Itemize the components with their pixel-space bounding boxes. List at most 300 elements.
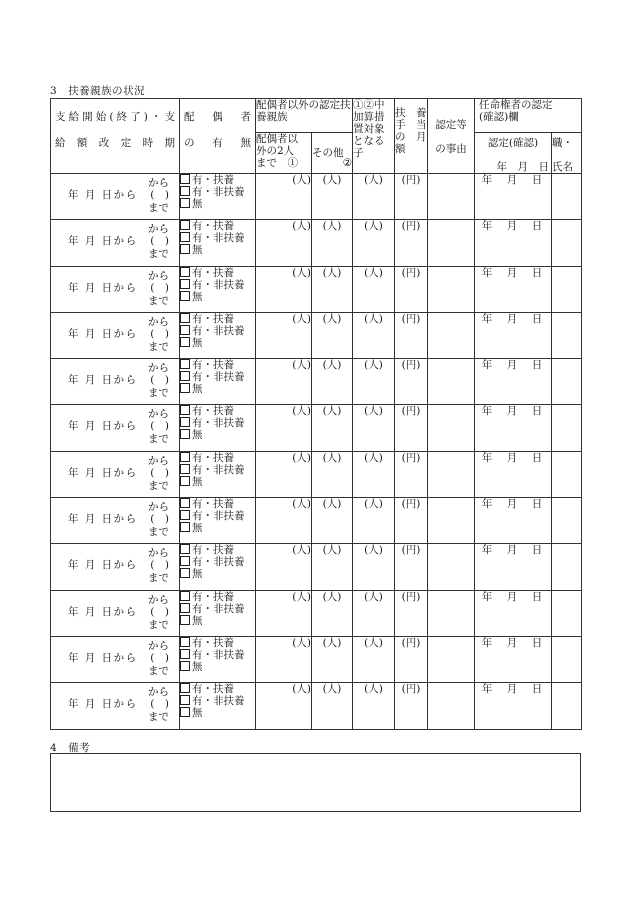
official-name-cell[interactable] xyxy=(552,590,582,636)
period-cell[interactable] xyxy=(51,498,180,544)
child-count-cell[interactable] xyxy=(353,544,395,590)
spouse-option-nondependent[interactable] xyxy=(180,371,255,383)
persons-unit: (人) xyxy=(322,451,342,464)
cert-date-cell[interactable] xyxy=(475,220,552,266)
checkbox[interactable] xyxy=(180,313,190,323)
cert-date-cell[interactable] xyxy=(475,451,552,497)
official-name-cell[interactable] xyxy=(552,636,582,682)
header-others-line1: その他 xyxy=(312,147,344,159)
persons-unit: (人) xyxy=(292,405,311,418)
spouse-option-label: 無 xyxy=(192,614,203,627)
other-two-count-cell[interactable] xyxy=(256,636,312,682)
spouse-option-label: 有・非扶養 xyxy=(192,232,245,245)
spouse-option-label: 無 xyxy=(192,707,203,720)
persons-unit: (人) xyxy=(364,590,383,603)
date-from-label: 年 月 日から xyxy=(68,235,138,248)
from-label: から xyxy=(148,501,169,514)
checkbox[interactable] xyxy=(180,405,190,415)
reason-cell[interactable] xyxy=(428,359,475,405)
persons-unit: (人) xyxy=(292,266,311,279)
dependent-row xyxy=(51,174,582,220)
spouse-option-none[interactable] xyxy=(180,244,255,256)
spouse-cell xyxy=(180,359,256,405)
period-cell[interactable] xyxy=(51,544,180,590)
cert-date-label: 年 月 日 xyxy=(481,359,545,372)
paren-label: ( ) xyxy=(150,235,169,248)
spouse-option-dependent[interactable] xyxy=(180,637,255,649)
cert-date-cell[interactable] xyxy=(475,590,552,636)
header-child-line3: 置対象 xyxy=(353,123,385,135)
paren-label: ( ) xyxy=(150,651,169,664)
persons-unit: (人) xyxy=(364,544,383,557)
child-count-cell[interactable] xyxy=(353,266,395,312)
others-count-cell[interactable] xyxy=(312,174,353,220)
official-name-cell[interactable] xyxy=(552,405,582,451)
spouse-option-label: 有・非扶養 xyxy=(192,695,245,708)
spouse-option-dependent[interactable] xyxy=(180,267,255,279)
spouse-option-none[interactable] xyxy=(180,661,255,673)
checkbox[interactable] xyxy=(180,279,190,289)
period-cell[interactable] xyxy=(51,683,180,729)
other-two-count-cell[interactable] xyxy=(256,451,312,497)
spouse-option-none[interactable] xyxy=(180,568,255,580)
child-count-cell[interactable] xyxy=(353,174,395,220)
cert-date-cell[interactable] xyxy=(475,498,552,544)
persons-unit: (人) xyxy=(322,220,342,233)
paren-label: ( ) xyxy=(150,189,169,201)
persons-unit: (人) xyxy=(322,498,342,511)
checkbox[interactable] xyxy=(180,603,190,613)
child-count-cell[interactable] xyxy=(353,683,395,729)
checkbox[interactable] xyxy=(180,220,190,230)
spouse-option-label: 有・非扶養 xyxy=(192,417,245,430)
persons-unit: (人) xyxy=(364,683,383,696)
spouse-option-nondependent[interactable] xyxy=(180,649,255,661)
header-child-line5: 子 xyxy=(353,147,364,159)
yen-unit: (円) xyxy=(401,636,421,649)
child-count-cell[interactable] xyxy=(353,451,395,497)
other-two-count-cell[interactable] xyxy=(256,359,312,405)
spouse-option-nondependent[interactable] xyxy=(180,464,255,476)
checkbox[interactable] xyxy=(180,325,190,335)
cert-date-cell[interactable] xyxy=(475,544,552,590)
header-authority-line2: (確認)欄 xyxy=(479,111,519,123)
checkbox[interactable] xyxy=(180,232,190,242)
spouse-cell xyxy=(180,451,256,497)
reason-cell[interactable] xyxy=(428,266,475,312)
others-count-cell[interactable] xyxy=(312,359,353,405)
dependent-row xyxy=(51,498,582,544)
spouse-option-label: 無 xyxy=(192,244,203,257)
until-label: まで xyxy=(148,202,169,214)
cert-date-label: 年 月 日 xyxy=(481,544,545,557)
spouse-option-dependent[interactable] xyxy=(180,174,255,186)
reason-cell[interactable] xyxy=(428,498,475,544)
spouse-option-label: 無 xyxy=(192,475,203,488)
yen-unit: (円) xyxy=(401,266,421,279)
spouse-option-nondependent[interactable] xyxy=(180,695,255,707)
yen-unit: (円) xyxy=(401,405,421,418)
spouse-cell xyxy=(180,590,256,636)
section-3-title: 3 扶養親族の状況 xyxy=(50,85,146,97)
reason-cell[interactable] xyxy=(428,220,475,266)
allowance-amount-cell[interactable] xyxy=(395,359,428,405)
dependent-row xyxy=(51,683,582,729)
persons-unit: (人) xyxy=(364,636,383,649)
header-allowance-line3: の 月 xyxy=(395,131,427,143)
cert-date-cell[interactable] xyxy=(475,683,552,729)
cert-date-label: 年 月 日 xyxy=(481,405,545,418)
checkbox[interactable] xyxy=(180,174,190,184)
reason-cell[interactable] xyxy=(428,544,475,590)
header-reason xyxy=(428,99,475,174)
others-count-cell[interactable] xyxy=(312,544,353,590)
cert-date-cell[interactable] xyxy=(475,174,552,220)
spouse-option-label: 有・非扶養 xyxy=(192,324,245,337)
cert-date-label: 年 月 日 xyxy=(481,174,545,186)
checkbox[interactable] xyxy=(180,661,190,671)
checkbox[interactable] xyxy=(180,383,190,393)
allowance-amount-cell[interactable] xyxy=(395,544,428,590)
allowance-amount-cell[interactable] xyxy=(395,312,428,358)
spouse-option-nondependent[interactable] xyxy=(180,279,255,291)
header-other-two-line2: 外の2人 xyxy=(256,145,295,157)
spouse-option-label: 無 xyxy=(192,429,203,442)
allowance-amount-cell[interactable] xyxy=(395,590,428,636)
cert-date-cell[interactable] xyxy=(475,405,552,451)
official-name-cell[interactable] xyxy=(552,220,582,266)
spouse-option-label: 無 xyxy=(192,336,203,349)
persons-unit: (人) xyxy=(322,359,342,372)
header-official-line1: 職・ xyxy=(552,137,573,149)
from-label: から xyxy=(148,593,169,606)
official-name-cell[interactable] xyxy=(552,174,582,220)
spouse-option-dependent[interactable] xyxy=(180,591,255,603)
official-name-cell[interactable] xyxy=(552,683,582,729)
child-count-cell[interactable] xyxy=(353,312,395,358)
persons-unit: (人) xyxy=(364,405,383,418)
other-two-count-cell[interactable] xyxy=(256,544,312,590)
cert-date-cell[interactable] xyxy=(475,359,552,405)
yen-unit: (円) xyxy=(401,590,421,603)
date-from-label: 年 月 日から xyxy=(68,651,138,664)
other-two-count-cell[interactable] xyxy=(256,498,312,544)
allowance-amount-cell[interactable] xyxy=(395,498,428,544)
header-child-line4: となる xyxy=(353,135,385,147)
spouse-option-label: 有・非扶養 xyxy=(192,602,245,615)
until-label: まで xyxy=(148,711,169,724)
cert-date-cell[interactable] xyxy=(475,266,552,312)
checkbox[interactable] xyxy=(180,198,190,208)
period-cell[interactable] xyxy=(51,451,180,497)
period-cell[interactable] xyxy=(51,636,180,682)
spouse-cell xyxy=(180,544,256,590)
others-count-cell[interactable] xyxy=(312,451,353,497)
checkbox[interactable] xyxy=(180,695,190,705)
date-from-label: 年 月 日から xyxy=(68,559,138,572)
checkbox[interactable] xyxy=(180,291,190,301)
until-label: まで xyxy=(148,387,169,400)
header-cert-date-line2: 年 月 日 xyxy=(496,161,549,173)
cert-date-cell[interactable] xyxy=(475,312,552,358)
header-child-line2: 加算措 xyxy=(353,111,385,123)
spouse-option-label: 有・扶養 xyxy=(192,636,234,649)
persons-unit: (人) xyxy=(292,174,311,186)
from-label: から xyxy=(148,454,169,467)
other-two-count-cell[interactable] xyxy=(256,174,312,220)
checkbox[interactable] xyxy=(180,556,190,566)
date-from-label: 年 月 日から xyxy=(68,420,138,433)
from-label: から xyxy=(148,547,169,560)
persons-unit: (人) xyxy=(322,590,342,603)
spouse-option-label: 無 xyxy=(192,290,203,303)
header-other-two-line1: 配偶者以 xyxy=(256,133,298,145)
others-count-cell[interactable] xyxy=(312,590,353,636)
checkbox[interactable] xyxy=(180,337,190,347)
reason-cell[interactable] xyxy=(428,451,475,497)
checkbox[interactable] xyxy=(180,429,190,439)
spouse-option-none[interactable] xyxy=(180,615,255,627)
spouse-option-dependent[interactable] xyxy=(180,544,255,556)
header-spouse-line2: の 有 無 xyxy=(184,137,251,149)
other-two-count-cell[interactable] xyxy=(256,220,312,266)
checkbox[interactable] xyxy=(180,568,190,578)
dependent-row xyxy=(51,220,582,266)
child-count-cell[interactable] xyxy=(353,636,395,682)
reason-cell[interactable] xyxy=(428,405,475,451)
reason-cell[interactable] xyxy=(428,683,475,729)
others-count-cell[interactable] xyxy=(312,683,353,729)
until-label: まで xyxy=(148,664,169,677)
allowance-amount-cell[interactable] xyxy=(395,636,428,682)
paren-label: ( ) xyxy=(150,605,169,618)
persons-unit: (人) xyxy=(364,312,383,325)
dependent-row xyxy=(51,451,582,497)
yen-unit: (円) xyxy=(401,498,421,511)
persons-unit: (人) xyxy=(292,312,311,325)
other-two-count-cell[interactable] xyxy=(256,405,312,451)
reason-cell[interactable] xyxy=(428,590,475,636)
checkbox[interactable] xyxy=(180,267,190,277)
persons-unit: (人) xyxy=(292,220,311,233)
spouse-option-nondependent[interactable] xyxy=(180,417,255,429)
spouse-option-label: 有・扶養 xyxy=(192,405,234,418)
allowance-amount-cell[interactable] xyxy=(395,451,428,497)
from-label: から xyxy=(148,315,169,328)
official-name-cell[interactable] xyxy=(552,498,582,544)
allowance-amount-cell[interactable] xyxy=(395,174,428,220)
period-cell[interactable] xyxy=(51,312,180,358)
cert-date-cell[interactable] xyxy=(475,636,552,682)
until-label: まで xyxy=(148,572,169,585)
spouse-option-none[interactable] xyxy=(180,383,255,395)
checkbox[interactable] xyxy=(180,476,190,486)
checkbox[interactable] xyxy=(180,371,190,381)
header-other-dependents: 配偶者以外の認定扶養親族 xyxy=(256,99,353,133)
header-reason-line2: の事由 xyxy=(435,143,467,155)
spouse-option-dependent[interactable] xyxy=(180,220,255,232)
period-cell[interactable] xyxy=(51,266,180,312)
spouse-option-dependent[interactable] xyxy=(180,683,255,695)
date-from-label: 年 月 日から xyxy=(68,189,138,201)
spouse-option-none[interactable] xyxy=(180,337,255,349)
spouse-option-label: 有・非扶養 xyxy=(192,510,245,523)
header-others-line2: ② xyxy=(342,157,352,169)
paren-label: ( ) xyxy=(150,327,169,340)
spouse-option-label: 有・扶養 xyxy=(192,544,234,557)
spouse-option-label: 有・扶養 xyxy=(192,359,234,372)
child-count-cell[interactable] xyxy=(353,359,395,405)
checkbox[interactable] xyxy=(180,359,190,369)
child-count-cell[interactable] xyxy=(353,498,395,544)
reason-cell[interactable] xyxy=(428,174,475,220)
cert-date-label: 年 月 日 xyxy=(481,498,545,511)
checkbox[interactable] xyxy=(180,498,190,508)
other-two-count-cell[interactable] xyxy=(256,590,312,636)
spouse-option-nondependent[interactable] xyxy=(180,186,255,198)
from-label: から xyxy=(148,362,169,375)
spouse-option-dependent[interactable] xyxy=(180,359,255,371)
date-from-label: 年 月 日から xyxy=(68,374,138,387)
checkbox[interactable] xyxy=(180,683,190,693)
header-allowance xyxy=(395,99,428,174)
persons-unit: (人) xyxy=(292,498,311,511)
spouse-option-label: 有・扶養 xyxy=(192,590,234,603)
yen-unit: (円) xyxy=(401,683,421,696)
dependent-row xyxy=(51,312,582,358)
period-cell[interactable] xyxy=(51,174,180,220)
checkbox[interactable] xyxy=(180,510,190,520)
spouse-option-nondependent[interactable] xyxy=(180,556,255,568)
official-name-cell[interactable] xyxy=(552,451,582,497)
allowance-amount-cell[interactable] xyxy=(395,683,428,729)
persons-unit: (人) xyxy=(292,544,311,557)
checkbox[interactable] xyxy=(180,615,190,625)
checkbox[interactable] xyxy=(180,649,190,659)
other-two-count-cell[interactable] xyxy=(256,312,312,358)
paren-label: ( ) xyxy=(150,559,169,572)
checkbox[interactable] xyxy=(180,544,190,554)
persons-unit: (人) xyxy=(364,220,383,233)
date-from-label: 年 月 日から xyxy=(68,281,138,294)
checkbox[interactable] xyxy=(180,591,190,601)
persons-unit: (人) xyxy=(292,451,311,464)
reason-cell[interactable] xyxy=(428,636,475,682)
checkbox[interactable] xyxy=(180,707,190,717)
spouse-option-label: 有・非扶養 xyxy=(192,371,245,384)
persons-unit: (人) xyxy=(292,590,311,603)
spouse-option-nondependent[interactable] xyxy=(180,325,255,337)
until-label: まで xyxy=(148,248,169,261)
other-two-count-cell[interactable] xyxy=(256,683,312,729)
paren-label: ( ) xyxy=(150,420,169,433)
official-name-cell[interactable] xyxy=(552,359,582,405)
dependent-row xyxy=(51,405,582,451)
remarks-box[interactable] xyxy=(50,753,581,812)
dependent-row xyxy=(51,266,582,312)
others-count-cell[interactable] xyxy=(312,405,353,451)
dependents-table xyxy=(50,98,582,730)
spouse-option-dependent[interactable] xyxy=(180,498,255,510)
header-others xyxy=(312,133,353,174)
spouse-option-none[interactable] xyxy=(180,198,255,210)
checkbox[interactable] xyxy=(180,464,190,474)
checkbox[interactable] xyxy=(180,417,190,427)
spouse-cell xyxy=(180,220,256,266)
spouse-option-none[interactable] xyxy=(180,522,255,534)
header-child-line1: ①②中 xyxy=(353,99,385,111)
spouse-option-label: 有・非扶養 xyxy=(192,648,245,661)
checkbox[interactable] xyxy=(180,637,190,647)
spouse-option-none[interactable] xyxy=(180,291,255,303)
period-cell[interactable] xyxy=(51,590,180,636)
other-two-count-cell[interactable] xyxy=(256,266,312,312)
spouse-option-label: 無 xyxy=(192,660,203,673)
header-allowance-line4: 額 xyxy=(395,143,406,155)
official-name-cell[interactable] xyxy=(552,312,582,358)
until-label: まで xyxy=(148,526,169,539)
child-count-cell[interactable] xyxy=(353,405,395,451)
yen-unit: (円) xyxy=(401,220,421,233)
header-allowance-line1: 扶 養 xyxy=(395,107,427,119)
header-allowance-line2: 手 当 xyxy=(395,119,427,131)
allowance-amount-cell[interactable] xyxy=(395,405,428,451)
paren-label: ( ) xyxy=(150,513,169,526)
checkbox[interactable] xyxy=(180,186,190,196)
spouse-option-dependent[interactable] xyxy=(180,405,255,417)
spouse-option-none[interactable] xyxy=(180,707,255,719)
child-count-cell[interactable] xyxy=(353,220,395,266)
others-count-cell[interactable] xyxy=(312,312,353,358)
header-cert-date xyxy=(475,133,552,174)
spouse-option-nondependent[interactable] xyxy=(180,603,255,615)
allowance-amount-cell[interactable] xyxy=(395,220,428,266)
official-name-cell[interactable] xyxy=(552,266,582,312)
checkbox[interactable] xyxy=(180,244,190,254)
persons-unit: (人) xyxy=(364,451,383,464)
spouse-option-none[interactable] xyxy=(180,429,255,441)
from-label: から xyxy=(148,686,169,699)
others-count-cell[interactable] xyxy=(312,498,353,544)
spouse-option-dependent[interactable] xyxy=(180,452,255,464)
header-reason-line1: 認定等 xyxy=(435,119,467,131)
spouse-option-dependent[interactable] xyxy=(180,313,255,325)
others-count-cell[interactable] xyxy=(312,266,353,312)
spouse-option-none[interactable] xyxy=(180,476,255,488)
period-cell[interactable] xyxy=(51,359,180,405)
dependent-row xyxy=(51,544,582,590)
checkbox[interactable] xyxy=(180,452,190,462)
official-name-cell[interactable] xyxy=(552,544,582,590)
reason-cell[interactable] xyxy=(428,312,475,358)
child-count-cell[interactable] xyxy=(353,590,395,636)
period-cell[interactable] xyxy=(51,220,180,266)
spouse-cell xyxy=(180,174,256,220)
cert-date-label: 年 月 日 xyxy=(481,590,545,603)
others-count-cell[interactable] xyxy=(312,636,353,682)
spouse-option-nondependent[interactable] xyxy=(180,510,255,522)
others-count-cell[interactable] xyxy=(312,220,353,266)
checkbox[interactable] xyxy=(180,522,190,532)
period-cell[interactable] xyxy=(51,405,180,451)
spouse-option-nondependent[interactable] xyxy=(180,232,255,244)
allowance-amount-cell[interactable] xyxy=(395,266,428,312)
spouse-option-label: 無 xyxy=(192,198,203,210)
spouse-cell xyxy=(180,266,256,312)
persons-unit: (人) xyxy=(322,405,342,418)
until-label: まで xyxy=(148,340,169,353)
header-authority-line1: 任命権者の認定 xyxy=(479,99,553,111)
